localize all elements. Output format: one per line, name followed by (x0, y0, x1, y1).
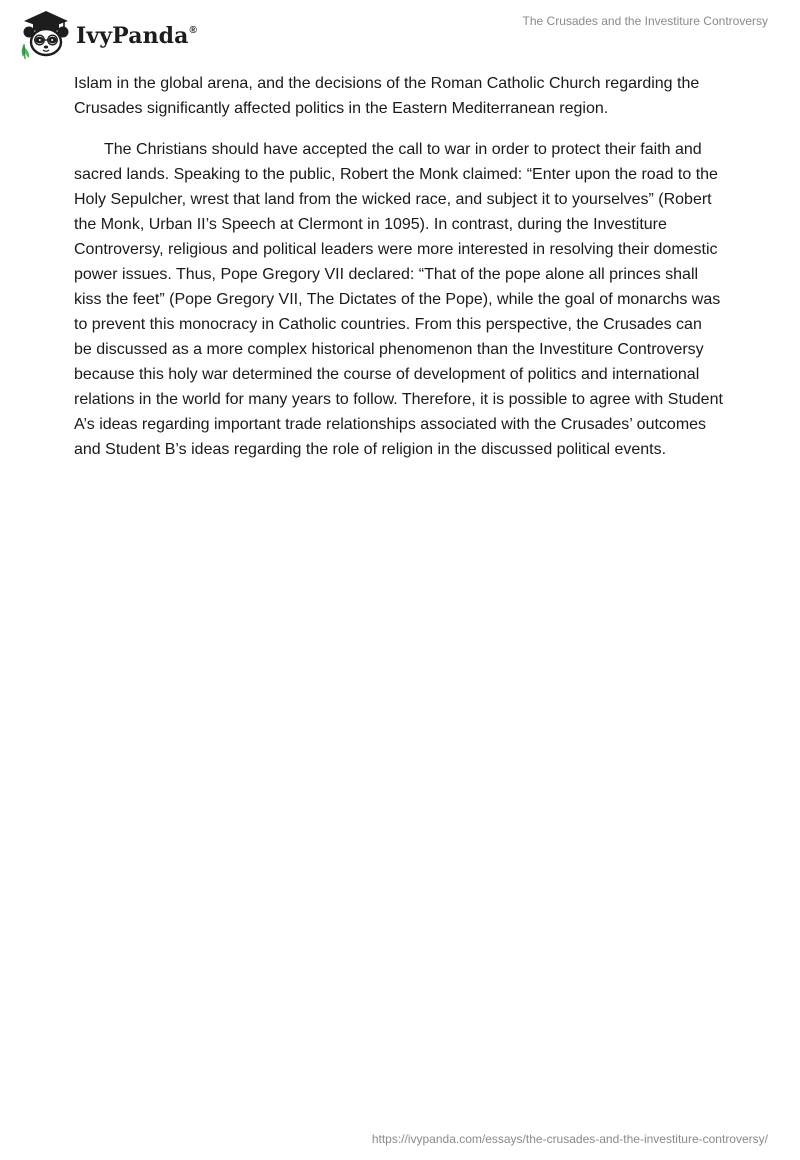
brand-name (76, 23, 197, 49)
page-header (0, 0, 800, 70)
essay-body (74, 71, 724, 462)
document-title: The Crusades and the Investiture Controversy (522, 14, 768, 28)
source-url-link[interactable]: https://ivypanda.com/essays/the-crusades-and-the-investiture-controversy/ (371, 1132, 768, 1146)
ivypanda-logo[interactable] (14, 8, 197, 60)
paragraph-continuation: Islam in the global arena, and the decisions of the Roman Catholic Church regarding the Crusades significantly affected politics in the Eastern Mediterranean region. (74, 75, 700, 117)
brand-name-text: IvyPanda (76, 23, 189, 49)
registered-mark: ® (189, 25, 197, 36)
paragraph-main: The Christians should have accepted the call to war in order to protect their faith and sacred lands. Speaking to the public, Robert the Monk claimed: “Enter upon the road to the Holy Sepulcher, wrest that land from the wicked race, and subject it to yourselves” (Robert the Monk, Urban II’s Speech at Clermont in 1095). In contrast, during the Investiture Controversy, religious and political leaders were more interested in resolving their domestic power issues. Thus, Pope Gregory VII declared: “That of the pope alone all princes shall kiss the feet” (Pope Gregory VII, The Dictates of the Pope), while the goal of monarchs was to prevent this monocracy in Catholic countries. From this perspective, the Crusades can be discussed as a more complex historical phenomenon than the Investiture Controversy because this holy war determined the course of development of politics and international relations in the world for many years to follow. Therefore, it is possible to agree with Student A’s ideas regarding important trade relationships associated with the Crusades’ outcomes and Student B’s ideas regarding the role of religion in the discussed political events. (74, 141, 723, 458)
panda-logo-icon (14, 8, 74, 60)
